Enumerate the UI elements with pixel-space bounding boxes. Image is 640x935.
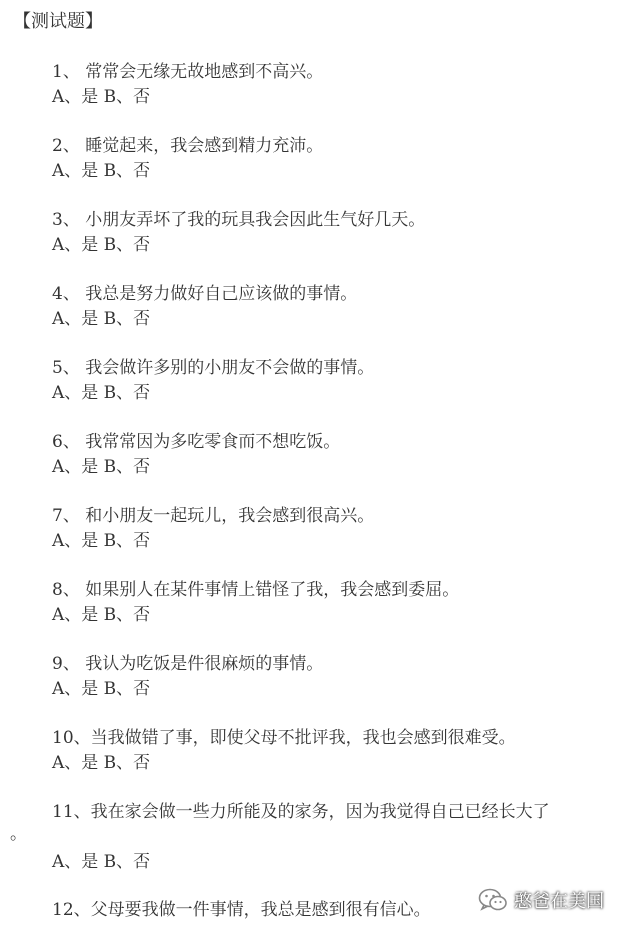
question-8-text: 8、 如果别人在某件事情上错怪了我，我会感到委屈。	[52, 580, 460, 600]
question-7-options: A、是 B、否	[52, 531, 151, 551]
wechat-watermark	[478, 887, 604, 913]
question-10-options: A、是 B、否	[52, 753, 151, 773]
question-6-options: A、是 B、否	[52, 457, 151, 477]
wechat-icon	[478, 887, 508, 913]
question-1-text: 1、 常常会无缘无故地感到不高兴。	[52, 62, 324, 82]
page-title: 【测试题】	[13, 11, 103, 32]
question-8-options: A、是 B、否	[52, 605, 151, 625]
question-7-text: 7、 和小朋友一起玩儿，我会感到很高兴。	[52, 506, 375, 526]
watermark-text: 憨爸在美国	[514, 891, 604, 912]
question-11-options: A、是 B、否	[52, 852, 151, 872]
question-3-options: A、是 B、否	[52, 235, 151, 255]
question-4-options: A、是 B、否	[52, 309, 151, 329]
question-3-text: 3、 小朋友弄坏了我的玩具我会因此生气好几天。	[52, 210, 426, 230]
question-5-options: A、是 B、否	[52, 383, 151, 403]
question-6-text: 6、 我常常因为多吃零食而不想吃饭。	[52, 432, 341, 452]
question-5-text: 5、 我会做许多别的小朋友不会做的事情。	[52, 358, 375, 378]
question-11-continuation: 。	[10, 824, 27, 844]
question-4-text: 4、 我总是努力做好自己应该做的事情。	[52, 284, 358, 304]
question-10-text: 10、当我做错了事，即使父母不批评我，我也会感到很难受。	[52, 728, 516, 748]
question-9-text: 9、 我认为吃饭是件很麻烦的事情。	[52, 654, 324, 674]
question-2-text: 2、 睡觉起来，我会感到精力充沛。	[52, 136, 324, 156]
question-1-options: A、是 B、否	[52, 87, 151, 107]
question-9-options: A、是 B、否	[52, 679, 151, 699]
question-2-options: A、是 B、否	[52, 161, 151, 181]
question-12-text: 12、父母要我做一件事情，我总是感到很有信心。	[52, 900, 431, 920]
question-11-text: 11、我在家会做一些力所能及的家务，因为我觉得自己已经长大了	[52, 802, 550, 822]
